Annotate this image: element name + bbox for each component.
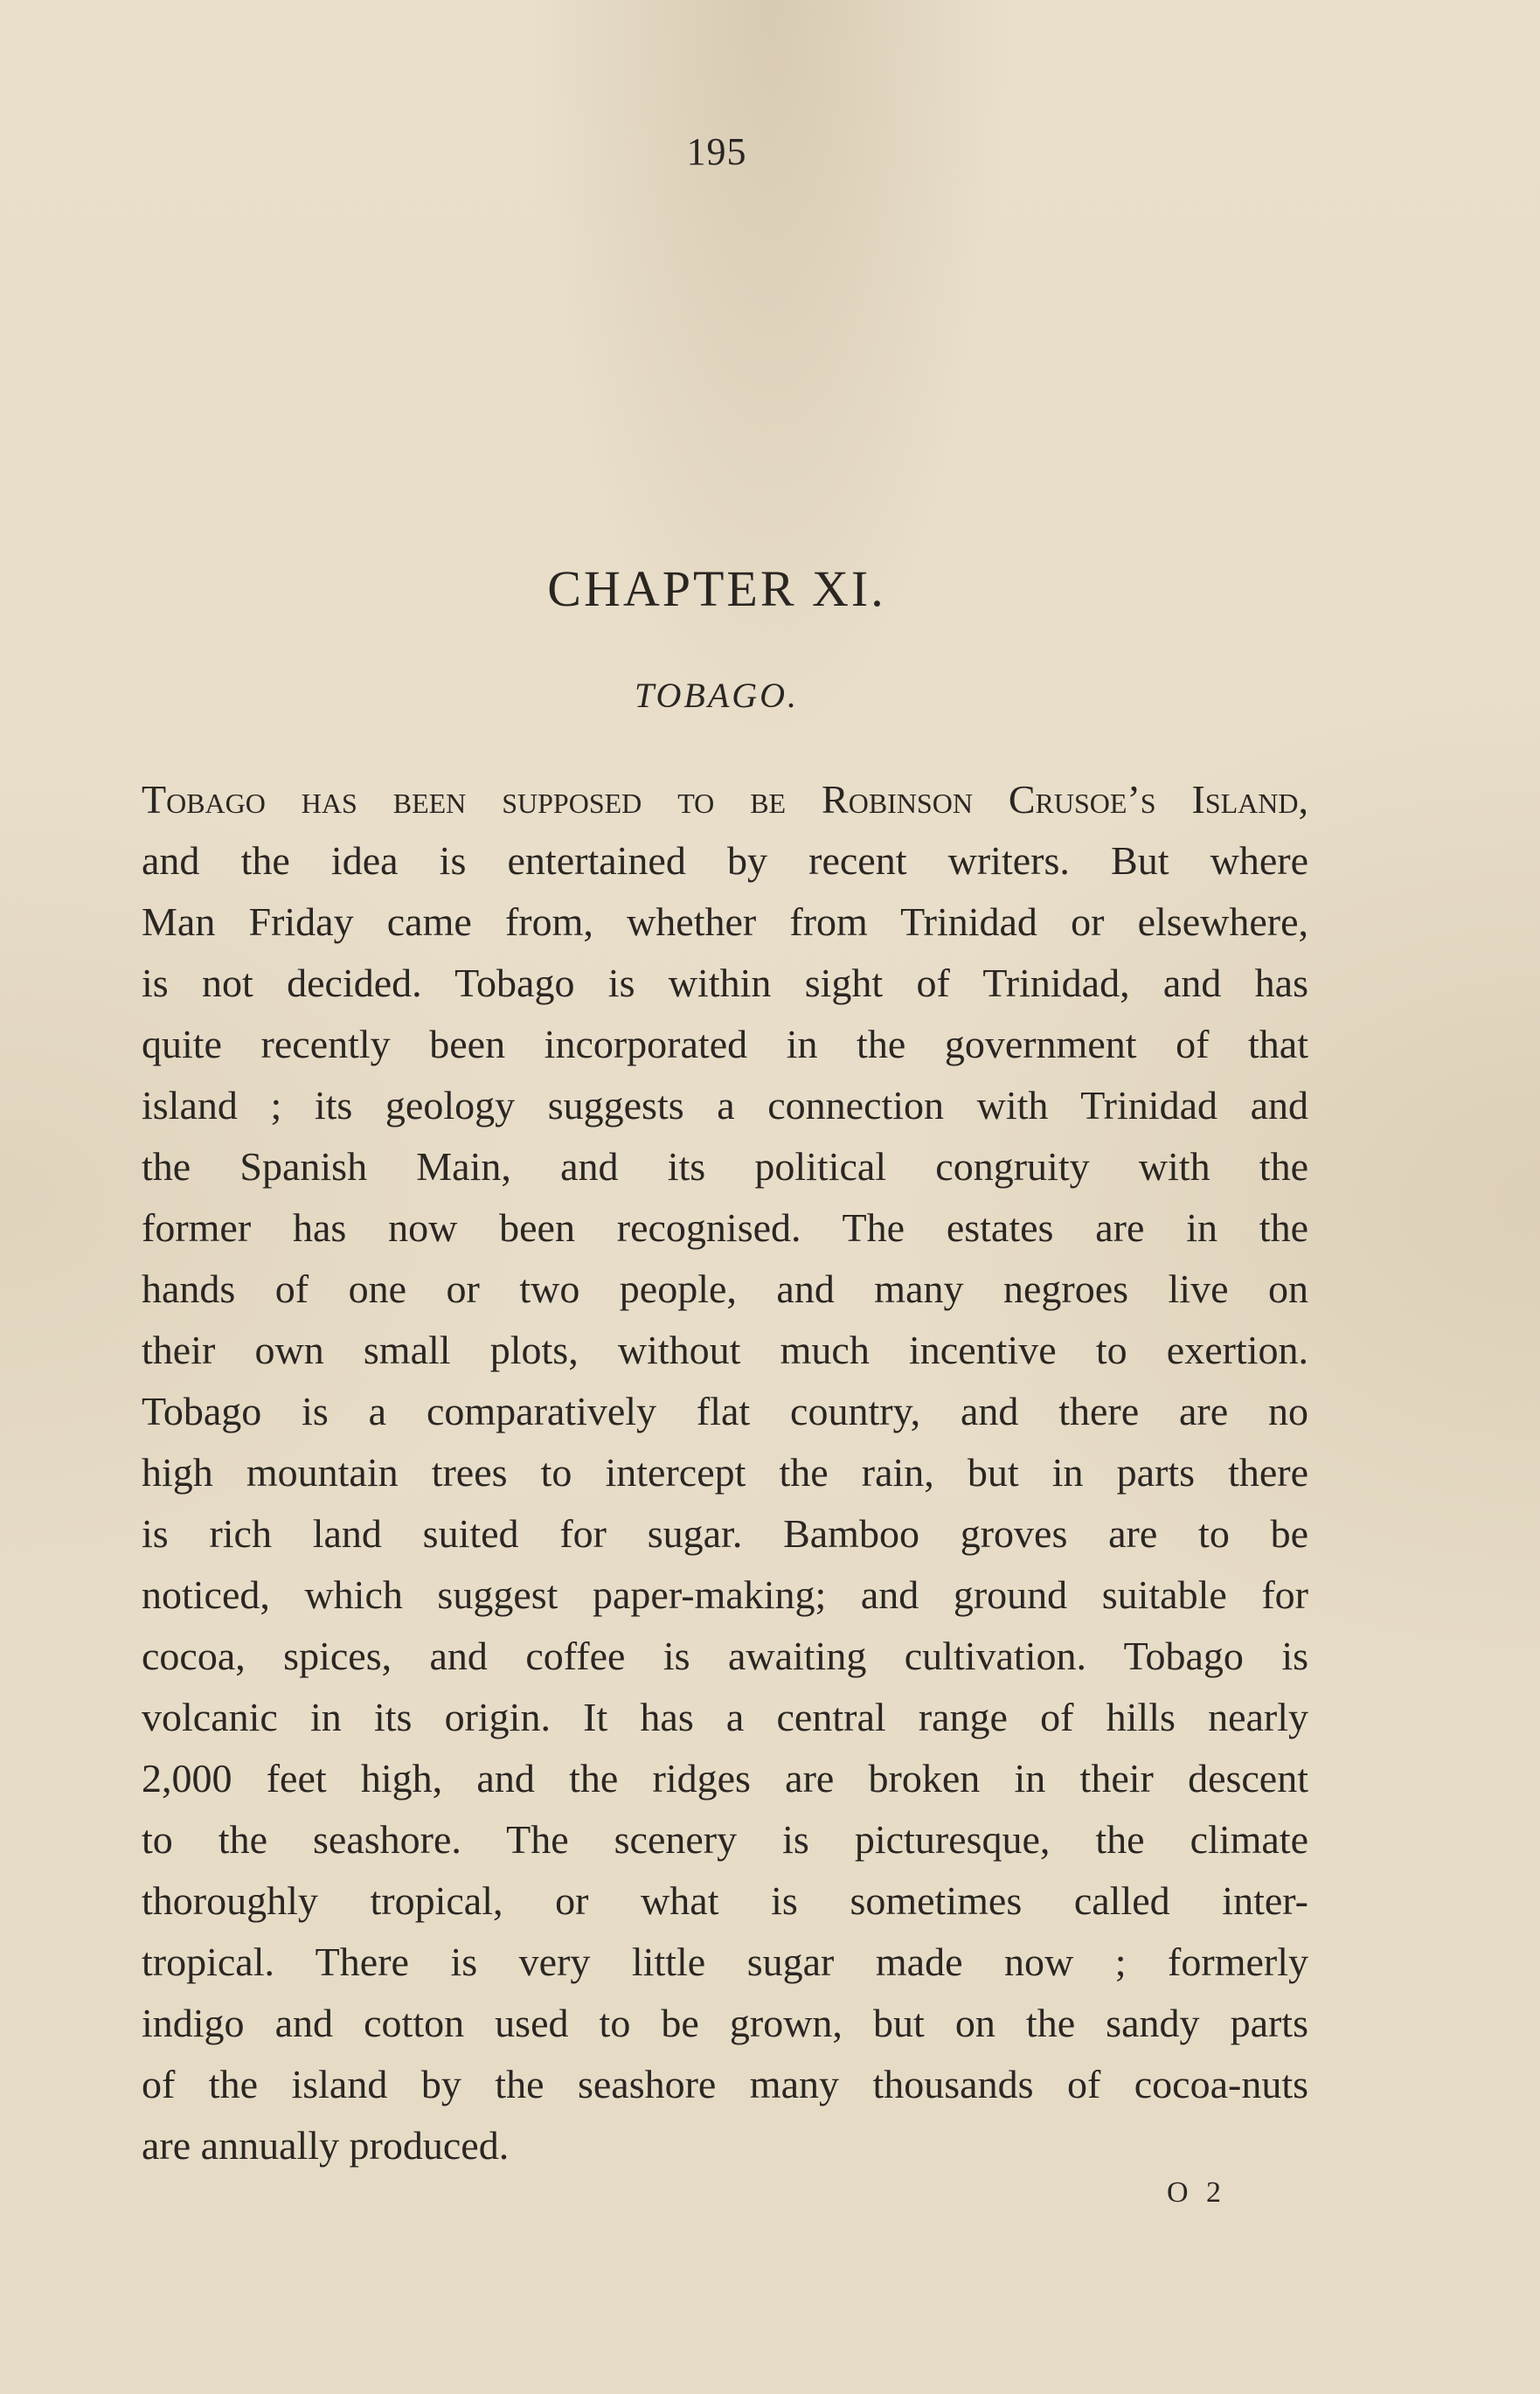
text-line: high mountain trees to intercept the rain, but in parts there	[142, 1450, 1308, 1495]
text-line: tropical. There is very little sugar made now ; formerly	[142, 1939, 1308, 1984]
text-line: indigo and cotton used to be grown, but on the sandy parts	[142, 2001, 1308, 2045]
signature-mark: O 2	[1167, 2176, 1227, 2209]
text-line: to the seashore. The scenery is picturesque, the climate	[142, 1817, 1308, 1862]
text-line: Man Friday came from, whether from Trinidad or elsewhere,	[142, 899, 1308, 944]
text-line: their own small plots, without much incentive to exertion.	[142, 1328, 1308, 1372]
text-line: hands of one or two people, and many negroes live on	[142, 1266, 1308, 1311]
text-line: 2,000 feet high, and the ridges are broken in their descent	[142, 1756, 1308, 1801]
text-line: thoroughly tropical, or what is sometimes called inter-	[142, 1878, 1308, 1923]
text-line: is rich land suited for sugar. Bamboo groves are to be	[142, 1511, 1308, 1556]
text-line: former has now been recognised. The estates are in the	[142, 1205, 1308, 1250]
text-line: noticed, which suggest paper-making; and ground suitable for	[142, 1572, 1308, 1617]
text-line: cocoa, spices, and coffee is awaiting cultivation. Tobago is	[142, 1634, 1308, 1678]
text-line: are annually produced.	[142, 2123, 510, 2168]
text-line: volcanic in its origin. It has a central range of hills nearly	[142, 1695, 1308, 1739]
text-line: the Spanish Main, and its political congruity with the	[142, 1144, 1308, 1189]
text-line: of the island by the seashore many thousands of cocoa-nuts	[142, 2062, 1308, 2106]
text-line: is not decided. Tobago is within sight of Trinidad, and has	[142, 961, 1308, 1005]
text-line: and the idea is entertained by recent writers. But where	[142, 838, 1308, 883]
text-line: island ; its geology suggests a connection with Trinidad and	[142, 1083, 1308, 1128]
text-line: Tobago is a comparatively flat country, and there are no	[142, 1389, 1308, 1433]
chapter-title: CHAPTER XI.	[547, 560, 886, 617]
page-number: 195	[686, 130, 747, 173]
chapter-subtitle: TOBAGO.	[634, 676, 800, 715]
text-line: Tobago has been supposed to be Robinson Crusoe’s Island,	[142, 777, 1308, 822]
body-paragraph	[142, 769, 1308, 2176]
text-line: quite recently been incorporated in the government of that	[142, 1022, 1308, 1066]
